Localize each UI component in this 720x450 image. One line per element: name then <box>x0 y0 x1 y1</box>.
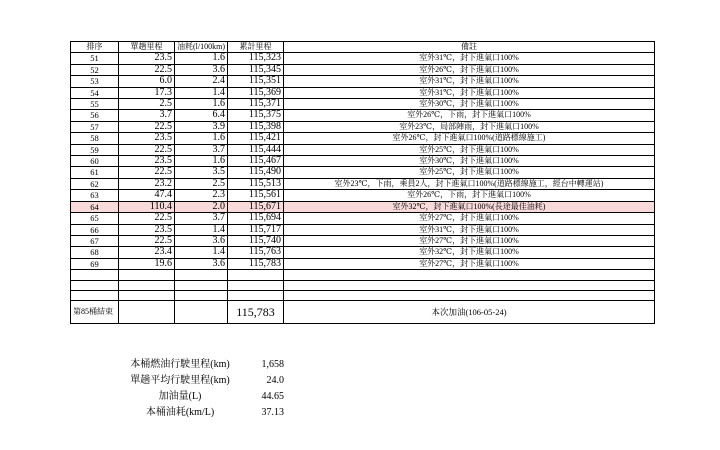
row-index-cell: 54 <box>71 87 119 98</box>
trip-distance-cell: 2.5 <box>119 99 175 110</box>
table-row <box>71 258 655 269</box>
cumulative-distance-cell: 115,717 <box>228 224 284 235</box>
cumulative-distance-cell: 115,561 <box>228 190 284 201</box>
trip-distance-cell: 19.6 <box>119 258 175 269</box>
trip-distance-cell: 22.5 <box>119 213 175 224</box>
table-row <box>71 167 655 178</box>
remark-cell: 室外31℃，封下進氣口100% <box>284 76 655 87</box>
table-row <box>71 213 655 224</box>
row-index-cell: 55 <box>71 99 119 110</box>
remark-cell: 室外26℃，封下進氣口100% <box>284 64 655 75</box>
header-fuel-consumption: 油耗(l/100km) <box>175 42 228 53</box>
blank-row <box>71 280 655 290</box>
fuel-consumption-cell: 2.3 <box>175 190 228 201</box>
cumulative-distance-cell: 115,444 <box>228 144 284 155</box>
fuel-consumption-cell: 1.4 <box>175 224 228 235</box>
header-rank: 排序 <box>71 42 119 53</box>
cumulative-distance-cell: 115,345 <box>228 64 284 75</box>
trip-distance-cell: 22.5 <box>119 64 175 75</box>
table-row <box>71 235 655 246</box>
header-remarks: 備註 <box>284 42 655 53</box>
fuel-consumption-cell: 3.6 <box>175 64 228 75</box>
blank-row <box>71 290 655 300</box>
fuel-consumption-cell: 1.6 <box>175 156 228 167</box>
remark-cell: 室外23℃，局部陣雨，封下進氣口100% <box>284 121 655 132</box>
cumulative-distance-cell: 115,671 <box>228 201 284 212</box>
cumulative-distance-cell: 115,513 <box>228 178 284 189</box>
summary-value: 44.65 <box>261 391 284 402</box>
trip-distance-cell: 23.5 <box>119 133 175 144</box>
cumulative-distance-cell: 115,369 <box>228 87 284 98</box>
cumulative-distance-cell: 115,467 <box>228 156 284 167</box>
tank-end-row <box>71 301 655 324</box>
fuel-consumption-cell: 3.9 <box>175 121 228 132</box>
fuel-consumption-cell: 1.6 <box>175 53 228 64</box>
summary-label: 單趟平均行駛里程(km) <box>130 375 230 386</box>
remark-cell: 室外27℃，封下進氣口100% <box>284 213 655 224</box>
remark-cell: 室外30℃，封下進氣口100% <box>284 156 655 167</box>
trip-distance-cell: 23.5 <box>119 224 175 235</box>
table-row <box>71 87 655 98</box>
row-index-cell: 68 <box>71 247 119 258</box>
fuel-consumption-cell: 2.4 <box>175 76 228 87</box>
cumulative-distance-cell: 115,351 <box>228 76 284 87</box>
remark-cell: 室外26℃，封下進氣口100%(道路標線施工) <box>284 133 655 144</box>
table-row-highlighted <box>71 201 655 212</box>
table-header <box>71 42 655 53</box>
fuel-consumption-cell: 2.5 <box>175 178 228 189</box>
row-index-cell: 63 <box>71 190 119 201</box>
tank-end-label: 第85桶結束 <box>71 301 119 324</box>
trip-distance-cell: 23.5 <box>119 156 175 167</box>
tank-end-total: 115,783 <box>228 301 284 324</box>
cumulative-distance-cell: 115,740 <box>228 235 284 246</box>
trip-distance-cell: 23.4 <box>119 247 175 258</box>
row-index-cell: 66 <box>71 224 119 235</box>
table-row <box>71 190 655 201</box>
row-index-cell: 53 <box>71 76 119 87</box>
table-row <box>71 110 655 121</box>
trip-distance-cell: 22.5 <box>119 144 175 155</box>
remark-cell: 室外32℃，封下進氣口100% <box>284 247 655 258</box>
row-index-cell: 51 <box>71 53 119 64</box>
trip-distance-cell: 23.5 <box>119 53 175 64</box>
fuel-consumption-cell: 1.4 <box>175 87 228 98</box>
remark-cell: 室外31℃，封下進氣口100% <box>284 87 655 98</box>
trip-distance-cell: 22.5 <box>119 121 175 132</box>
trip-distance-cell: 47.4 <box>119 190 175 201</box>
blank-row <box>71 270 655 280</box>
trip-distance-cell: 3.7 <box>119 110 175 121</box>
summary-label: 本桶燃油行駛里程(km) <box>130 359 230 370</box>
tank-summary <box>120 357 284 421</box>
trip-distance-cell: 6.0 <box>119 76 175 87</box>
row-index-cell: 67 <box>71 235 119 246</box>
remark-cell: 室外32℃，封下進氣口100%(長途最佳油耗) <box>284 201 655 212</box>
fuel-consumption-cell: 3.6 <box>175 258 228 269</box>
header-trip-distance: 單趟里程 <box>119 42 175 53</box>
table-body <box>71 53 655 270</box>
trip-distance-cell: 23.2 <box>119 178 175 189</box>
remark-cell: 室外23℃，下雨，乘員2人，封下進氣口100%(道路標線施工，經台中轉運站) <box>284 178 655 189</box>
fuel-consumption-cell: 3.5 <box>175 167 228 178</box>
table-row <box>71 133 655 144</box>
table-row <box>71 144 655 155</box>
table-row <box>71 224 655 235</box>
summary-value: 1,658 <box>261 359 284 370</box>
table-row <box>71 76 655 87</box>
table-row <box>71 156 655 167</box>
summary-label: 加油量(L) <box>158 391 202 402</box>
remark-cell: 室外25℃，封下進氣口100% <box>284 167 655 178</box>
cumulative-distance-cell: 115,323 <box>228 53 284 64</box>
trip-distance-cell: 110.4 <box>119 201 175 212</box>
fuel-consumption-cell: 3.6 <box>175 235 228 246</box>
trip-distance-cell: 22.5 <box>119 167 175 178</box>
row-index-cell: 59 <box>71 144 119 155</box>
fuel-consumption-cell: 1.6 <box>175 99 228 110</box>
fuel-consumption-cell: 2.0 <box>175 201 228 212</box>
fuel-consumption-cell: 6.4 <box>175 110 228 121</box>
summary-row <box>120 389 284 405</box>
cumulative-distance-cell: 115,783 <box>228 258 284 269</box>
row-index-cell: 60 <box>71 156 119 167</box>
remark-cell: 室外30℃，封下進氣口100% <box>284 99 655 110</box>
row-index-cell: 58 <box>71 133 119 144</box>
row-index-cell: 57 <box>71 121 119 132</box>
row-index-cell: 56 <box>71 110 119 121</box>
remark-cell: 室外31℃，封下進氣口100% <box>284 53 655 64</box>
remark-cell: 室外27℃，封下進氣口100% <box>284 235 655 246</box>
refuel-note: 本次加油(106-05-24) <box>284 301 655 324</box>
table-row <box>71 247 655 258</box>
fuel-log-table <box>70 41 655 324</box>
table-footer <box>71 270 655 324</box>
trip-distance-cell: 17.3 <box>119 87 175 98</box>
cumulative-distance-cell: 115,375 <box>228 110 284 121</box>
summary-row <box>120 373 284 389</box>
remark-cell: 室外31℃，封下進氣口100% <box>284 224 655 235</box>
summary-value: 24.0 <box>266 375 284 386</box>
fuel-consumption-cell: 3.7 <box>175 144 228 155</box>
row-index-cell: 52 <box>71 64 119 75</box>
row-index-cell: 61 <box>71 167 119 178</box>
fuel-consumption-cell: 1.4 <box>175 247 228 258</box>
cumulative-distance-cell: 115,371 <box>228 99 284 110</box>
row-index-cell: 65 <box>71 213 119 224</box>
summary-label: 本桶油耗(km/L) <box>145 407 215 418</box>
table-row <box>71 178 655 189</box>
row-index-cell: 69 <box>71 258 119 269</box>
remark-cell: 室外26℃，下雨，封下進氣口100% <box>284 190 655 201</box>
cumulative-distance-cell: 115,398 <box>228 121 284 132</box>
trip-distance-cell: 22.5 <box>119 235 175 246</box>
header-cumulative-distance: 累計里程 <box>228 42 284 53</box>
cumulative-distance-cell: 115,421 <box>228 133 284 144</box>
cumulative-distance-cell: 115,490 <box>228 167 284 178</box>
remark-cell: 室外27℃，封下進氣口100% <box>284 258 655 269</box>
table-row <box>71 64 655 75</box>
remark-cell: 室外25℃，封下進氣口100% <box>284 144 655 155</box>
fuel-consumption-cell: 3.7 <box>175 213 228 224</box>
table-row <box>71 121 655 132</box>
row-index-cell: 64 <box>71 201 119 212</box>
cumulative-distance-cell: 115,694 <box>228 213 284 224</box>
cumulative-distance-cell: 115,763 <box>228 247 284 258</box>
remark-cell: 室外26℃，下雨，封下進氣口100% <box>284 110 655 121</box>
fuel-consumption-cell: 1.6 <box>175 133 228 144</box>
row-index-cell: 62 <box>71 178 119 189</box>
summary-value: 37.13 <box>261 407 284 418</box>
summary-row <box>120 405 284 421</box>
table-row <box>71 53 655 64</box>
summary-row <box>120 357 284 373</box>
table-row <box>71 99 655 110</box>
